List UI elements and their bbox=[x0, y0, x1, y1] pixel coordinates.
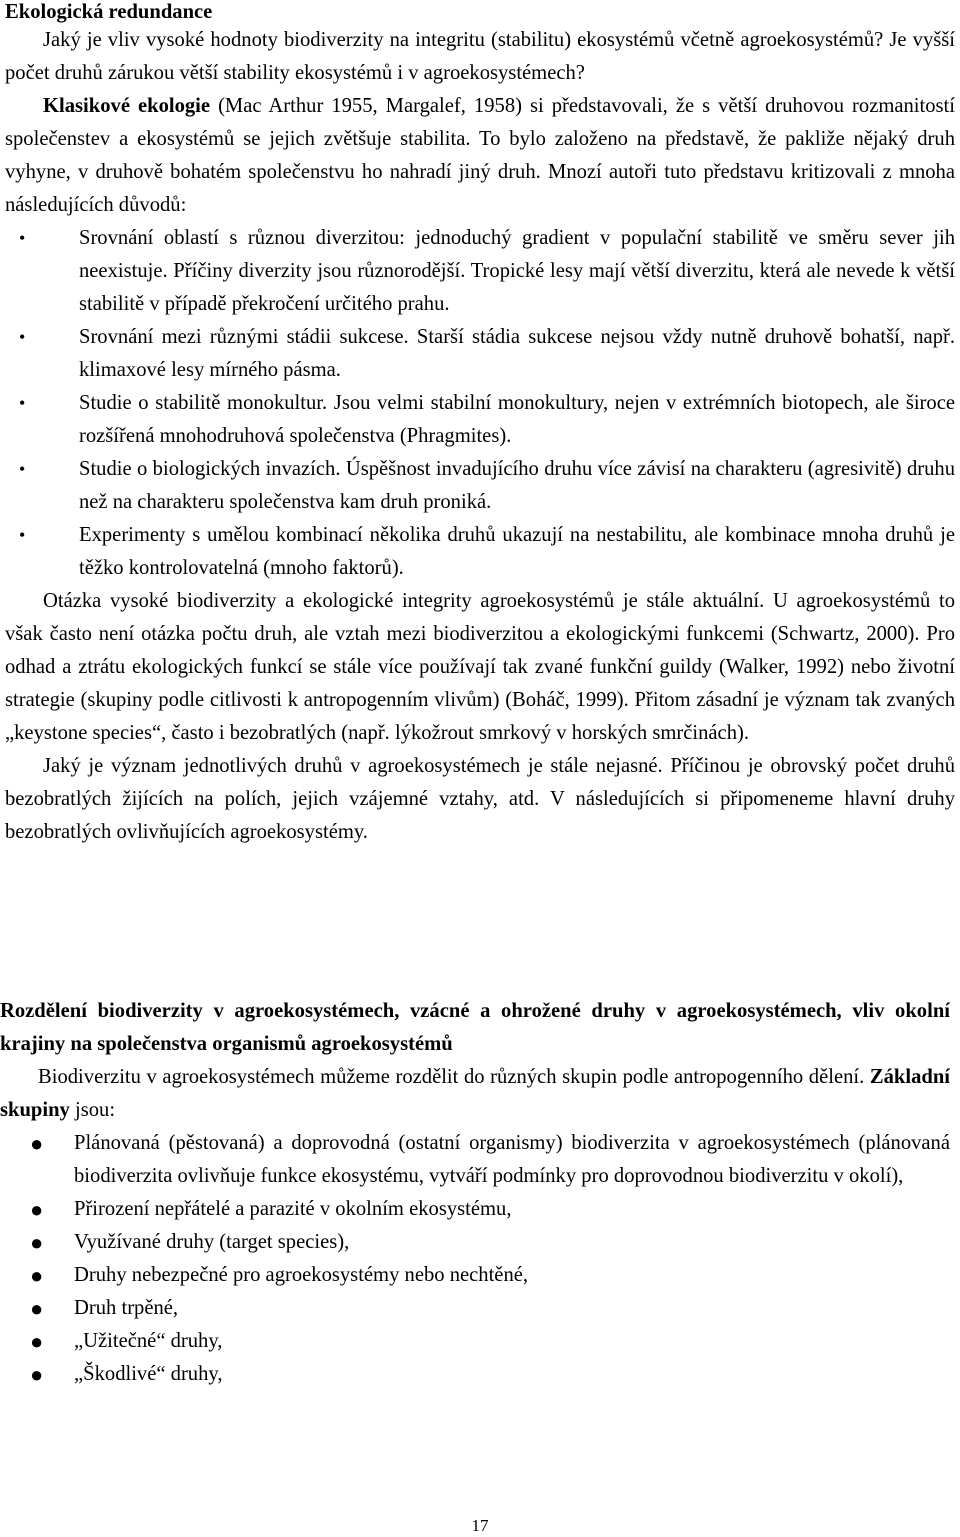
division-intro-paragraph: Biodiverzitu v agroekosystémech můžeme rozdělit do různých skupin podle antropogenního dělení. Základní skupiny jsou: bbox=[0, 1066, 950, 1121]
list-item: ● Využívané druhy (target species), bbox=[0, 1226, 950, 1259]
bullet-icon: ● bbox=[30, 1197, 44, 1222]
list-item: ● „Užitečné“ druhy, bbox=[0, 1325, 950, 1358]
list-item: • Experimenty s umělou kombinací několika druhů ukazují na nestabilitu, ale kombinace mnoha druhů je těžko kontrolovatelná (mnoho faktorů). bbox=[5, 519, 955, 585]
bullet-icon: ● bbox=[30, 1131, 44, 1156]
bullet-icon: ● bbox=[30, 1230, 44, 1255]
list-item: • Studie o stabilitě monokultur. Jsou velmi stabilní monokultury, nejen v extrémních biotopech, ale široce rozšířená mnohodruhová společenstva (Phragmites). bbox=[5, 387, 955, 453]
intro-paragraph: Jaký je vliv vysoké hodnoty biodiverzity na integritu (stabilitu) ekosystémů včetně agroekosystémů? Je vyšší počet druhů zárukou větší stability ekosystémů i v agroekosystémech? bbox=[5, 29, 955, 84]
bullet-icon: • bbox=[19, 525, 26, 545]
list-item: ● „Škodlivé“ druhy, bbox=[0, 1358, 950, 1391]
section-biodiversity-division bbox=[0, 995, 950, 1391]
classics-paragraph bbox=[5, 90, 955, 222]
classics-bold: Klasikové ekologie bbox=[43, 95, 211, 117]
reasons-list bbox=[5, 222, 955, 585]
bullet-icon: ● bbox=[30, 1263, 44, 1288]
page-number: 17 bbox=[471, 1516, 489, 1535]
bullet-icon: • bbox=[19, 393, 26, 413]
list-item: ● Přirození nepřátelé a parazité v okolním ekosystému, bbox=[0, 1193, 950, 1226]
bullet-icon: ● bbox=[30, 1329, 44, 1354]
groups-list bbox=[0, 1127, 950, 1391]
section-title-biodiversity-division: Rozdělení biodiverzity v agroekosystémech, vzácné a ohrožené druhy v agroekosystémech, vliv okolní krajiny na společenstva organismů agroekosystémů bbox=[0, 1000, 950, 1055]
bullet-icon: ● bbox=[30, 1296, 44, 1321]
species-significance-paragraph: Jaký je význam jednotlivých druhů v agroekosystémech je stále nejasné. Příčinou je obrovský počet druhů bezobratlých žijících na polích, jejich vzájemné vztahy, atd. V následujících si připomeneme hlavní druhy bezobratlých ovlivňujících agroekosystémy. bbox=[5, 755, 955, 843]
list-item: ● Plánovaná (pěstovaná) a doprovodná (ostatní organismy) biodiverzita v agroekosystémech (plánovaná biodiverzita ovlivňuje funkce ekosystému, vytváří podmínky pro doprovodnou biodiverzitu v okolí), bbox=[0, 1127, 950, 1193]
document-page bbox=[5, 0, 955, 849]
bullet-icon: • bbox=[19, 327, 26, 347]
list-item: • Studie o biologických invazích. Úspěšnost invadujícího druhu více závisí na charakteru (agresivitě) druhu než na charakteru společenstva kam druh proniká. bbox=[5, 453, 955, 519]
list-item: ● Druhy nebezpečné pro agroekosystémy nebo nechtěné, bbox=[0, 1259, 950, 1292]
bullet-icon: • bbox=[19, 228, 26, 248]
list-item: • Srovnání oblastí s různou diverzitou: jednoduchý gradient v populační stabilitě ve směru sever jih neexistuje. Příčiny diverzity jsou různorodější. Tropické lesy mají větší diverzitu, která ale nevede k větší stabilitě v případě překročení určitého prahu. bbox=[5, 222, 955, 321]
bullet-icon: • bbox=[19, 459, 26, 479]
bullet-icon: ● bbox=[30, 1362, 44, 1387]
classics-text: (Mac Arthur 1955, Margalef, 1958) si představovali, že s větší druhovou rozmanitostí společenstev a ekosystémů se jejich zvětšuje stabilita. To bylo založeno na představě, že pakliže nějaký druh vyhyne, v druhově bohatém společenstvu ho nahradí jiný druh. Mnozí autoři tuto představu kritizovali z mnoha následujících důvodů: bbox=[5, 95, 955, 216]
section-title-ecological-redundancy: Ekologická redundance bbox=[5, 1, 213, 23]
biodiversity-integrity-paragraph: Otázka vysoké biodiverzity a ekologické integrity agroekosystémů je stále aktuální. U agroekosystémů to však často není otázka počtu druh, ale vztah mezi biodiverzitou a ekologickými funkcemi (Schwartz, 2000). Pro odhad a ztrátu ekologických funkcí se stále více používají tak zvané funkční guildy (Walker, 1992) nebo životní strategie (skupiny podle citlivosti k antropogenním vlivům) (Boháč, 1999). Přitom zásadní je význam tak zvaných „keystone species“, často i bezobratlých (např. lýkožrout smrkový v horských smrčinách). bbox=[5, 590, 955, 744]
list-item: ● Druh trpěné, bbox=[0, 1292, 950, 1325]
list-item: • Srovnání mezi různými stádii sukcese. Starší stádia sukcese nejsou vždy nutně druhově bohatší, např. klimaxové lesy mírného pásma. bbox=[5, 321, 955, 387]
